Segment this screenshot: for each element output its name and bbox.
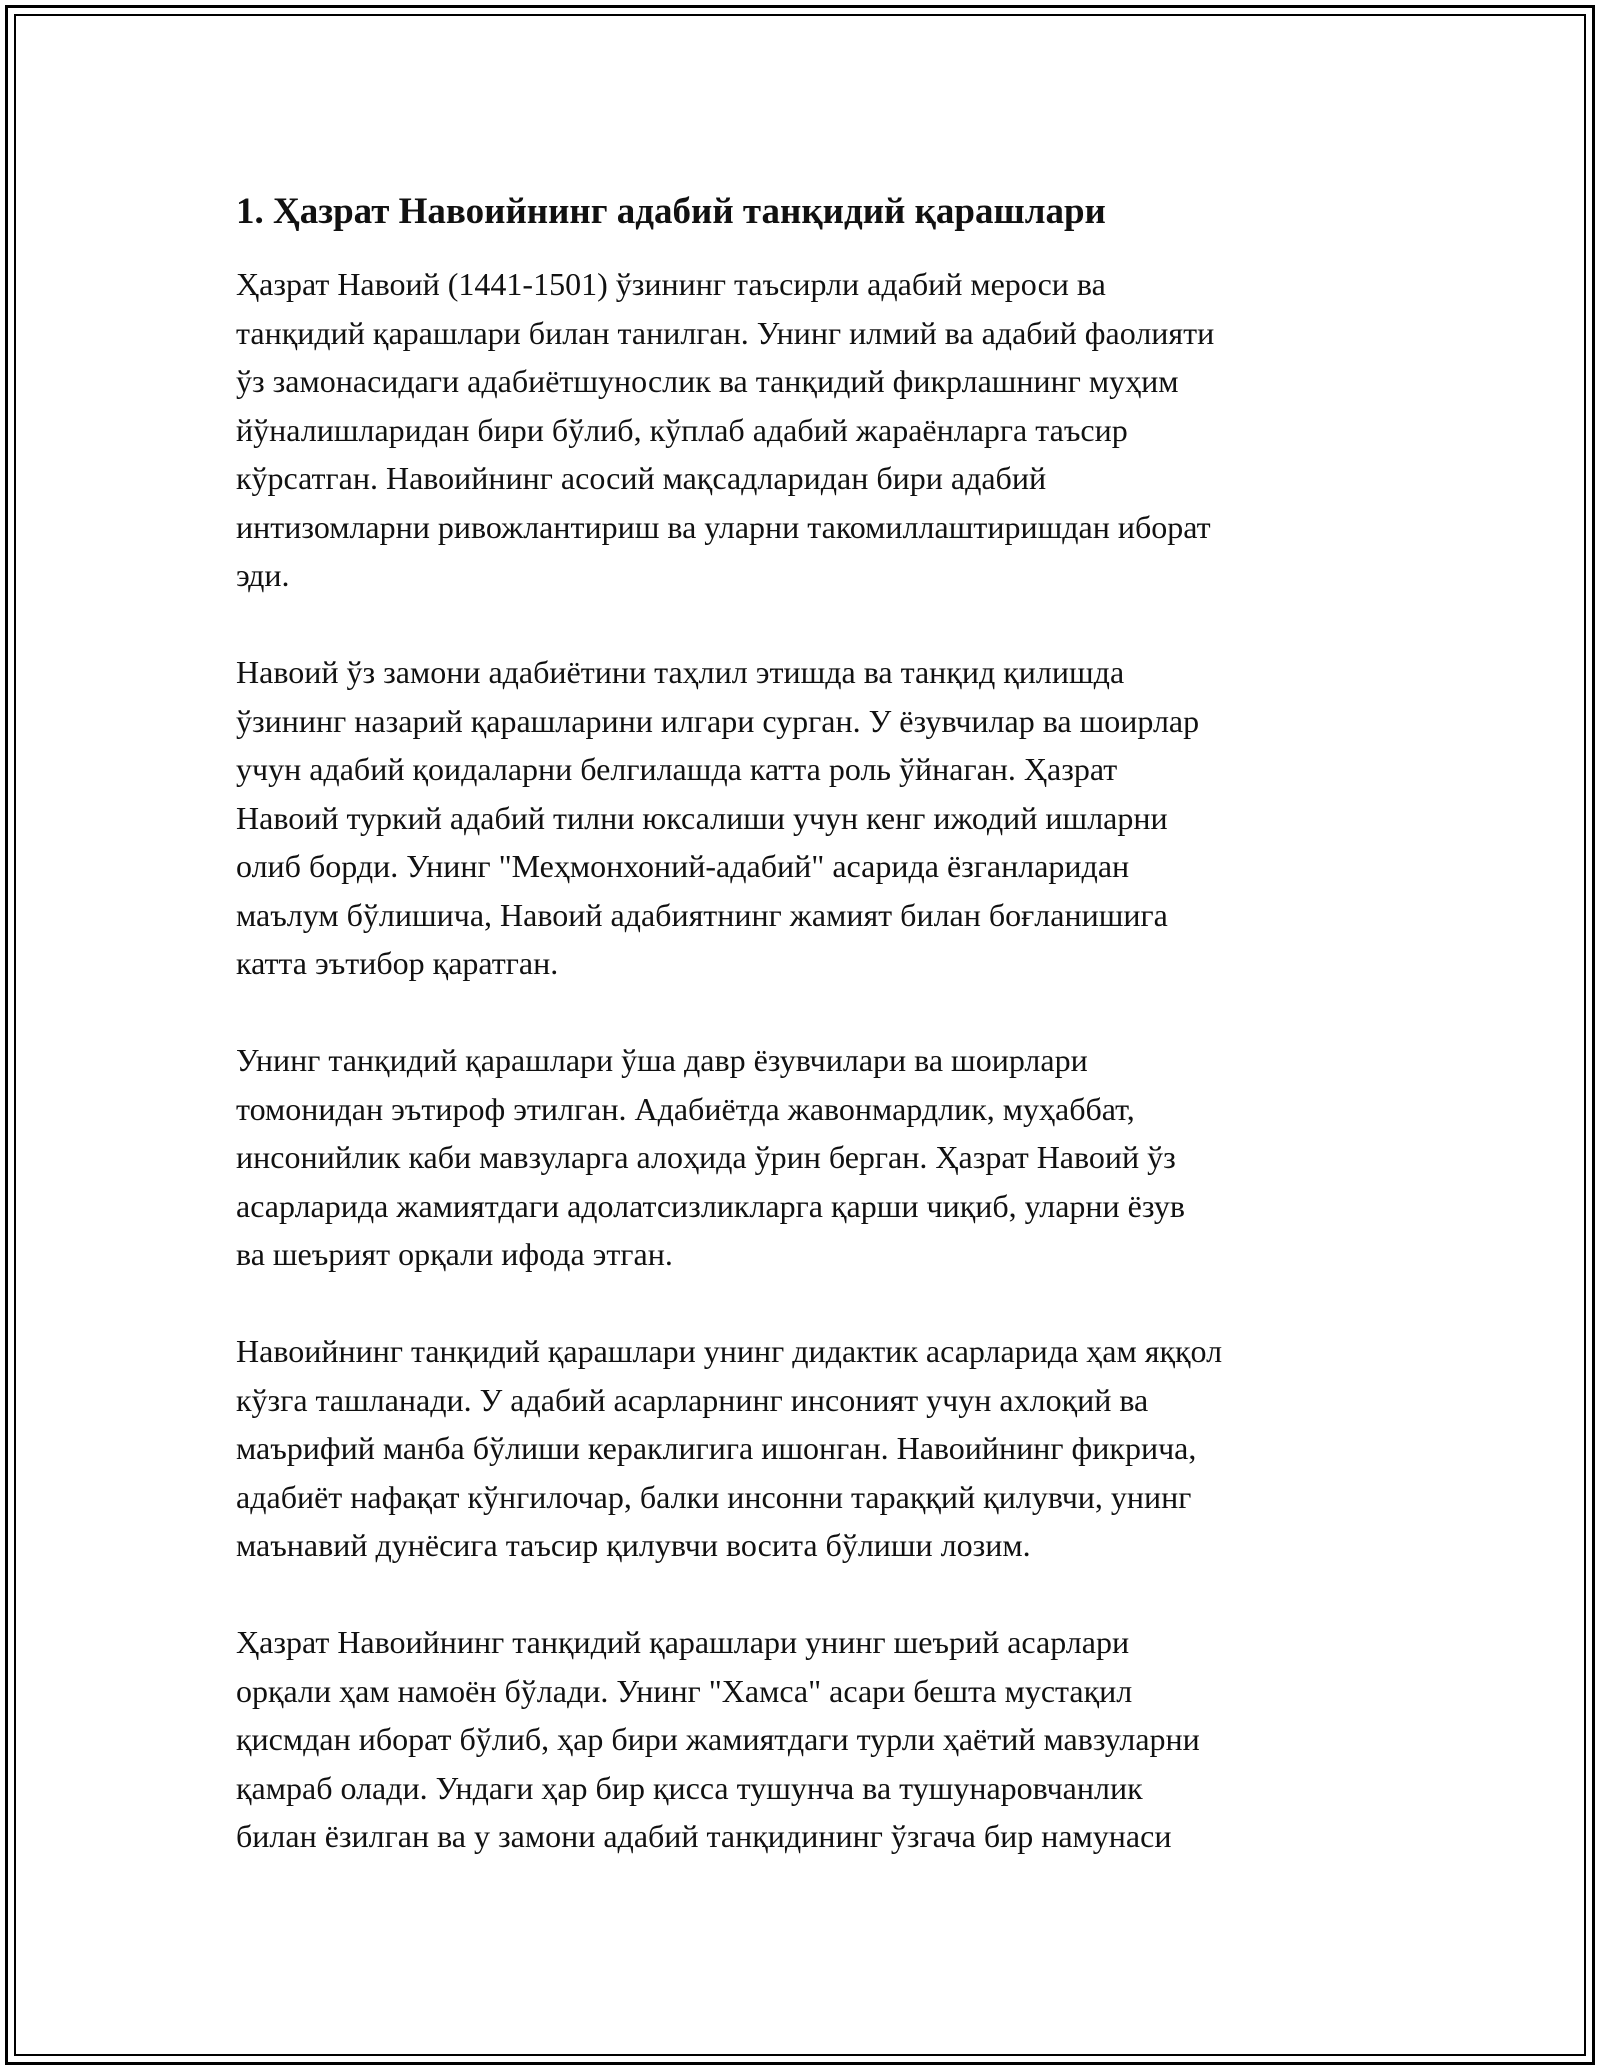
text-line: билан ёзилган ва у замони адабий танқидининг ўзгача бир намунаси bbox=[236, 1818, 1172, 1854]
paragraph-2 bbox=[236, 648, 1376, 988]
text-line: эди. bbox=[236, 557, 290, 593]
text-line: кўрсатган. Навоийнинг асосий мақсадларидан бири адабий bbox=[236, 460, 1047, 496]
text-line: ўзининг назарий қарашларини илгари сурган. У ёзувчилар ва шоирлар bbox=[236, 702, 1200, 739]
text-line: ўз замонасидаги адабиётшунослик ва танқидий фикрлашнинг муҳим bbox=[236, 363, 1179, 399]
document-body bbox=[236, 188, 1376, 1909]
paragraph-4 bbox=[236, 1327, 1376, 1570]
text-line: маънавий дунёсига таъсир қилувчи восита бўлиши лозим. bbox=[236, 1527, 1031, 1563]
text-line: учун адабий қоидаларни белгилашда катта роль ўйнаган. Ҳазрат bbox=[236, 751, 1118, 787]
text-line: интизомларни ривожлантириш ва уларни такомиллаштиришдан иборат bbox=[236, 508, 1211, 545]
paragraph-5 bbox=[236, 1618, 1376, 1861]
text-line: йўналишларидан бири бўлиб, кўплаб адабий жараёнларга таъсир bbox=[236, 411, 1128, 448]
text-line: томонидан эътироф этилган. Адабиётда жавонмардлик, муҳаббат, bbox=[236, 1090, 1135, 1127]
text-line: ва шеърият орқали ифода этган. bbox=[236, 1236, 673, 1272]
text-line: асарларида жамиятдаги адолатсизликларга қарши чиқиб, уларни ёзув bbox=[236, 1187, 1185, 1224]
text-line: кўзга ташланади. У адабий асарларнинг инсоният учун ахлоқий ва bbox=[236, 1381, 1149, 1418]
text-line: қамраб олади. Ундаги ҳар бир қисса тушунча ва тушунаровчанлик bbox=[236, 1769, 1143, 1806]
text-line: катта эътибор қаратган. bbox=[236, 945, 559, 981]
text-line: маърифий манба бўлиши кераклигига ишонган. Навоийнинг фикрича, bbox=[236, 1430, 1197, 1466]
text-line: Ҳазрат Навоийнинг танқидий қарашлари унинг шеърий асарлари bbox=[236, 1624, 1130, 1660]
text-line: олиб борди. Унинг "Меҳмонхоний-адабий" асарида ёзганларидан bbox=[236, 848, 1130, 884]
text-line: Навоий ўз замони адабиётини таҳлил этишда ва танқид қилишда bbox=[236, 654, 1125, 690]
text-line: Ҳазрат Навоий (1441-1501) ўзининг таъсирли адабий мероси ва bbox=[236, 266, 1106, 302]
text-line: қисмдан иборат бўлиб, ҳар бири жамиятдаги турли ҳаётий мавзуларни bbox=[236, 1721, 1200, 1757]
text-line: Навоийнинг танқидий қарашлари унинг дидактик асарларида ҳам яққол bbox=[236, 1333, 1223, 1369]
text-line: танқидий қарашлари билан танилган. Унинг илмий ва адабий фаолияти bbox=[236, 314, 1215, 351]
paragraph-1 bbox=[236, 260, 1376, 600]
text-line: инсонийлик каби мавзуларга алоҳида ўрин берган. Ҳазрат Навоий ўз bbox=[236, 1139, 1176, 1175]
text-line: адабиёт нафақат кўнгилочар, балки инсонни тараққий қилувчи, унинг bbox=[236, 1478, 1192, 1515]
text-line: маълум бўлишича, Навоий адабиятнинг жамият билан боғланишига bbox=[236, 896, 1168, 933]
paragraph-3 bbox=[236, 1036, 1376, 1279]
text-line: Навоий туркий адабий тилни юксалиши учун кенг ижодий ишларни bbox=[236, 799, 1168, 836]
document-heading: 1. Ҳазрат Навоийнинг адабий танқидий қарашлари bbox=[236, 191, 1106, 232]
text-line: орқали ҳам намоён бўлади. Унинг "Хамса" асари бешта мустақил bbox=[236, 1672, 1133, 1709]
text-line: Унинг танқидий қарашлари ўша давр ёзувчилари ва шоирлари bbox=[236, 1042, 1088, 1078]
